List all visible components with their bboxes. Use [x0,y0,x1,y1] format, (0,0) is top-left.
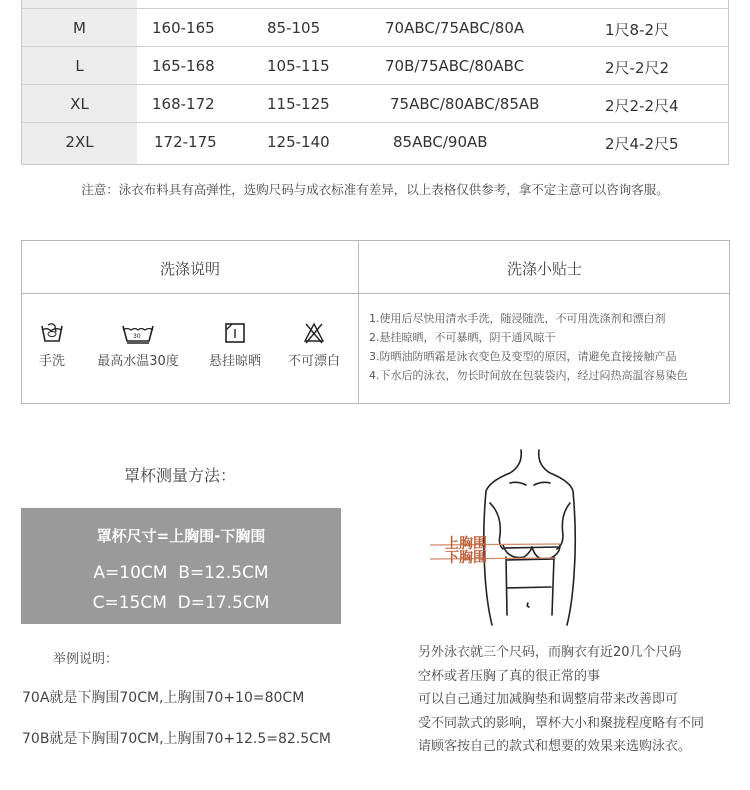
care-item-hang-dry [202,322,268,369]
bra-cell: 85ABC/90AB [393,133,488,151]
waist-cell: 2尺-2尺2 [605,59,670,77]
washing-instructions-title: 洗涤说明 [159,260,220,278]
height-cell: 172-175 [154,133,217,151]
weight-cell: 125-140 [267,133,330,151]
advice-line: 可以自己通过加减胸垫和调整肩带来改善即可 [418,692,679,707]
weight-cell: 105-115 [267,57,330,75]
bra-cell: 70B/75ABC/80ABC [385,57,525,75]
weight-cell: 115-125 [267,95,330,113]
bra-cell: 70ABC/75ABC/80A [385,19,525,37]
upper-chest-label: 上胸围 [445,536,487,552]
table-row [22,8,728,46]
size-table [21,0,729,165]
hand-wash-icon [40,322,64,344]
cup-measurement-title: 罩杯测量方法： [123,466,236,485]
height-cell: 165-168 [152,57,215,75]
size-cell: L [75,57,84,75]
under-chest-label: 下胸围 [445,550,487,566]
size-advice-text [418,641,704,759]
weight-cell: 85-105 [267,19,321,37]
size-cell: M [73,19,86,37]
care-label: 手洗 [38,354,65,369]
example-title: 举例说明： [53,652,119,667]
care-label: 悬挂晾晒 [208,354,261,369]
care-label: 最高水温30度 [97,354,179,369]
waist-cell: 2尺4-2尺5 [605,135,679,153]
bra-cell: 75ABC/80ABC/85AB [390,95,540,113]
tip-item: 2.悬挂晾晒，不可暴晒，阴干通风晾干 [369,331,556,344]
table-row [22,84,728,122]
advice-line: 另外泳衣就三个尺码，而胸衣有近20几个尺码 [418,645,682,660]
care-item-no-bleach [283,322,345,369]
no-bleach-icon [303,322,325,344]
example-line: 70A就是下胸围70CM,上胸围70+10=80CM [22,690,305,706]
size-cell: 2XL [65,133,94,151]
washing-tips-list [369,309,688,385]
cup-values-cd: C=15CM D=17.5CM [92,593,270,613]
waist-cell: 1尺8-2尺 [605,21,670,39]
height-cell: 160-165 [152,19,215,37]
divider [22,293,729,294]
care-item-hand-wash [30,322,74,369]
tip-item: 1.使用后尽快用清水手洗，随浸随洗，不可用洗涤剂和漂白剂 [369,312,666,325]
advice-line: 空杯或者压胸了真的很正常的事 [418,668,601,684]
size-cell: XL [70,95,89,113]
tip-item: 3.防晒油防晒霜是泳衣变色及变型的原因，请避免直接接触产品 [369,350,677,363]
cup-values-ab: A=10CM B=12.5CM [93,563,269,583]
care-item-wash-30 [88,322,188,369]
hang-dry-icon [224,322,246,344]
tip-item: 4.下水后的泳衣，勿长时间放在包装袋内，经过闷热高温容易染色 [369,369,688,382]
svg-text:30: 30 [133,333,141,340]
cup-formula-box [21,508,341,624]
care-label: 不可漂白 [287,354,340,369]
example-line: 70B就是下胸围70CM,上胸围70+12.5=82.5CM [22,731,332,747]
height-cell: 168-172 [152,95,215,113]
washing-tips-title: 洗涤小贴士 [506,260,582,278]
table-row [22,46,728,84]
wash-30-icon [121,322,155,344]
advice-line: 受不同款式的影响，罩杯大小和聚拢程度略有不同 [418,715,705,731]
table-row [22,122,728,160]
size-note: 注意：泳衣布料具有高弹性，选购尺码与成衣标准有差异，以上表格仅供参考，拿不定主意可以咨询客服。 [81,182,669,197]
cup-formula: 罩杯尺寸=上胸围-下胸围 [96,527,266,545]
body-figure [430,445,670,634]
waist-cell: 2尺2-2尺4 [605,97,679,115]
advice-line: 请顾客按自己的款式和想要的效果来选购泳衣。 [418,739,692,754]
